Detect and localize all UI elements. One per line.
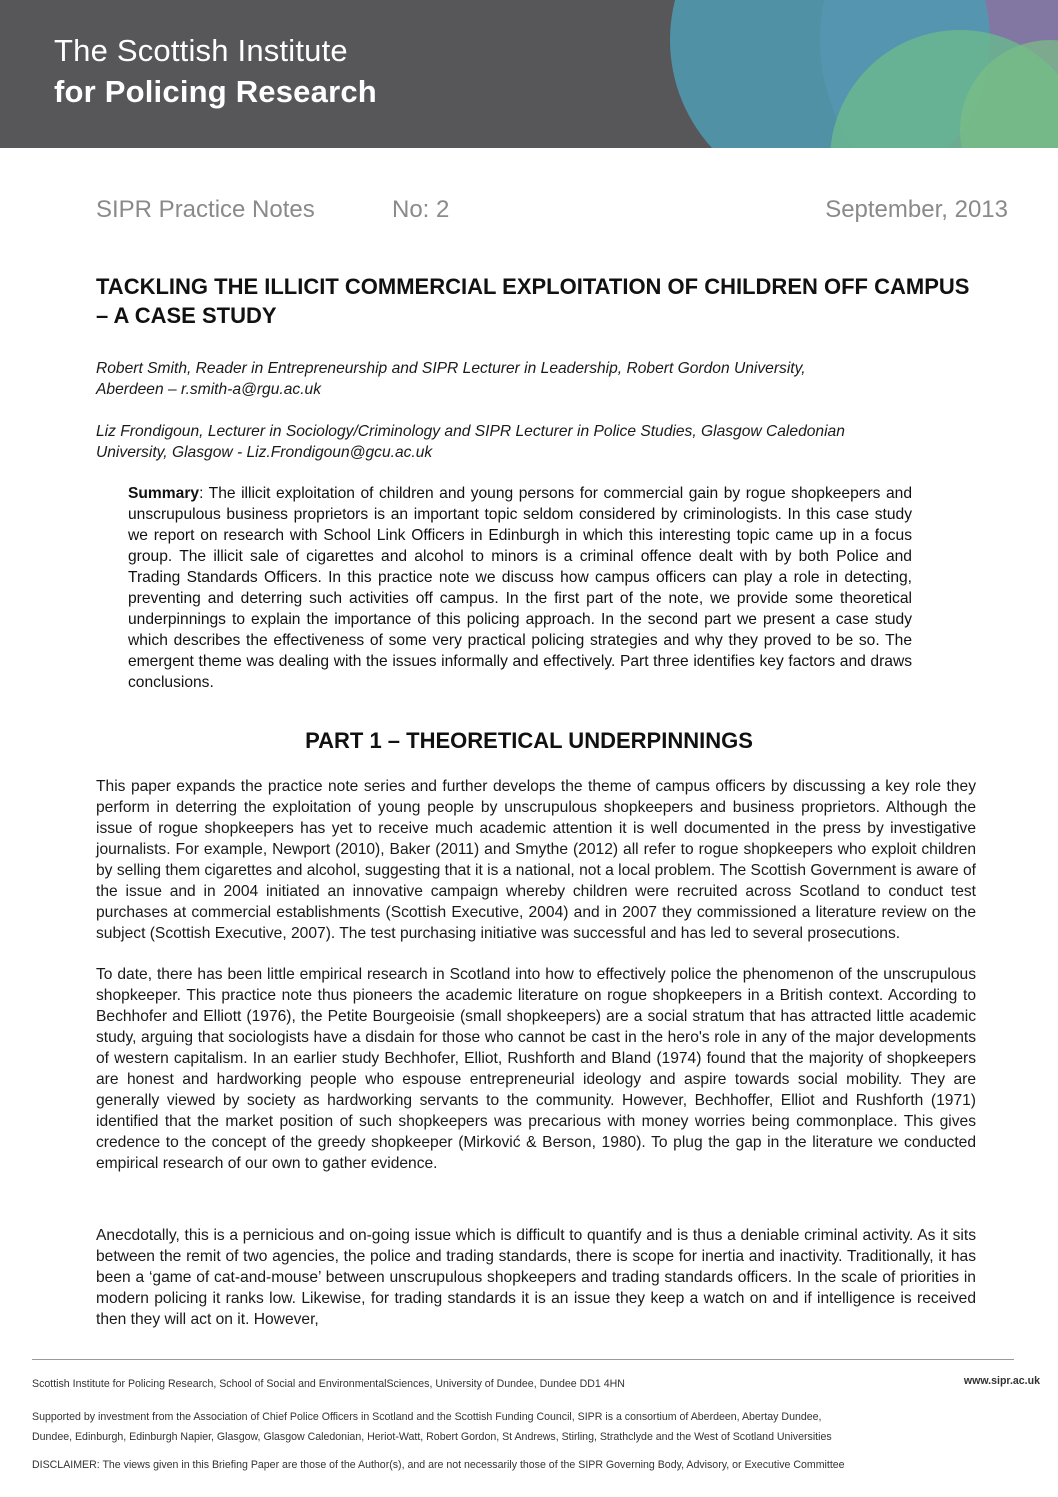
author-2-contact: University, Glasgow - Liz.Frondigoun@gcu.ac.uk [96, 444, 433, 461]
body-paragraph-1: This paper expands the practice note series and further develops the theme of campus officers by discussing a key role they perform in deterring the exploitation of young people by unscrupulous shopkeepers and business proprietors. Although the issue of rogue shopkeepers has yet to receive much academic attention it is well documented in the press by investigative journalists. For example, Newport (2010), Baker (2011) and Smythe (2012) all refer to rogue shopkeepers who exploit children by selling them cigarettes and alcohol, suggesting that it is a national, not a local problem. The Scottish Government is aware of the issue and in 2004 initiated an innovative campaign whereby children were recruited across Scotland to conduct test purchases at commercial establishments (Scottish Executive, 2004) and in 2007 they commissioned a literature review on the subject (Scottish Executive, 2007). The test purchasing initiative was successful and has led to several prosecutions. [96, 778, 976, 942]
author-1-contact: Aberdeen – r.smith-a@rgu.ac.uk [96, 381, 322, 398]
summary-text: : The illicit exploitation of children and young persons for commercial gain by rogue shopkeepers and unscrupulous business proprietors is an important topic seldom considered by criminologists. In this case study we report on research with School Link Officers in Edinburgh in which this interesting topic came up in a focus group. The illicit sale of cigarettes and alcohol to minors is a criminal offence dealt with by both Police and Trading Standards Officers. In this practice note we discuss how campus officers can play a role in detecting, preventing and deterring such activities off campus. In the first part of the note, we provide some theoretical underpinnings to explain the importance of this policing approach. In the second part we present a case study which describes the effectiveness of some very practical policing strategies and why they proved to be so. The emergent theme was dealing with the issues informally and effectively. Part three identifies key factors and draws conclusions. [128, 485, 912, 691]
body-paragraph-2: To date, there has been little empirical research in Scotland into how to effectively police the phenomenon of the unscrupulous shopkeeper. This practice note thus pioneers the academic literature on rogue shopkeepers in a British context. According to Bechhofer and Elliott (1976), the Petite Bourgeoisie (small shopkeepers) are a social stratum that has attracted little academic study, arguing that sociologists have a disdain for those who cannot be cast in the hero's role in any of the major developments of western capitalism. In an earlier study Bechhofer, Elliot, Rushforth and Bland (1974) found that the majority of shopkeepers are honest and hardworking people who espouse entrepreneurial ideology and aspire towards social mobility. They are generally viewed by society as hardworking servants to the community. However, Bechhoffer, Elliot and Rushforth (1971) identified that the market position of such shopkeepers was precarious with money worries being commonplace. This gives credence to the concept of the greedy shopkeeper (Mirković & Berson, 1980). To plug the gap in the literature we conducted empirical research of our own to gather evidence. [96, 966, 976, 1172]
summary-label: Summary [128, 485, 200, 502]
header-banner [0, 0, 1058, 148]
footer-divider [32, 1359, 1014, 1360]
footer-disclaimer: DISCLAIMER: The views given in this Briefing Paper are those of the Author(s), and are not necessarily those of the SIPR Governing Body, Advisory, or Executive Committee [32, 1459, 845, 1471]
author-1 [96, 358, 976, 400]
paper-title: TACKLING THE ILLICIT COMMERCIAL EXPLOITATION OF CHILDREN OFF CAMPUS – A CASE STUDY [96, 274, 970, 328]
publication-date: September, 2013 [825, 196, 1008, 223]
body-paragraph-3: Anecdotally, this is a pernicious and on-going issue which is difficult to quantify and is thus a deniable criminal activity. As it sits between the remit of two agencies, the police and trading standards, there is scope for inertia and inactivity. Traditionally, it has been a ‘game of cat-and-mouse’ between unscrupulous shopkeepers and trading standards officers. In the scale of priorities in modern policing it ranks low. Likewise, for trading standards it is an issue they keep a watch on and if intelligence is received then they will act on it. However, [96, 1227, 976, 1328]
section-heading-part-1: PART 1 – THEORETICAL UNDERPINNINGS [305, 728, 753, 753]
author-2 [96, 421, 976, 463]
summary-paragraph [128, 483, 912, 693]
institute-name-line1: The Scottish Institute [54, 33, 348, 68]
footer-address: Scottish Institute for Policing Research, School of Social and EnvironmentalSciences, University of Dundee, Dundee DD1 4HN [32, 1378, 625, 1390]
institute-name-line2: for Policing Research [54, 74, 377, 109]
author-1-affiliation: Robert Smith, Reader in Entrepreneurship and SIPR Lecturer in Leadership, Robert Gordon University, [96, 360, 806, 377]
series-label: SIPR Practice Notes [96, 196, 315, 223]
footer-support-line-1: Supported by investment from the Association of Chief Police Officers in Scotland and the Scottish Funding Council, SIPR is a consortium of Aberdeen, Abertay Dundee, [32, 1411, 822, 1423]
footer-website-link[interactable]: www.sipr.ac.uk [963, 1375, 1040, 1387]
issue-number: No: 2 [392, 196, 450, 223]
author-2-affiliation: Liz Frondigoun, Lecturer in Sociology/Criminology and SIPR Lecturer in Police Studies, Glasgow Caledonian [96, 423, 845, 440]
footer-support-line-2: Dundee, Edinburgh, Edinburgh Napier, Glasgow, Glasgow Caledonian, Heriot-Watt, Robert Gordon, St Andrews, Stirling, Strathclyde and the West of Scotland Universities [32, 1431, 832, 1443]
institute-logo-text [54, 30, 377, 112]
